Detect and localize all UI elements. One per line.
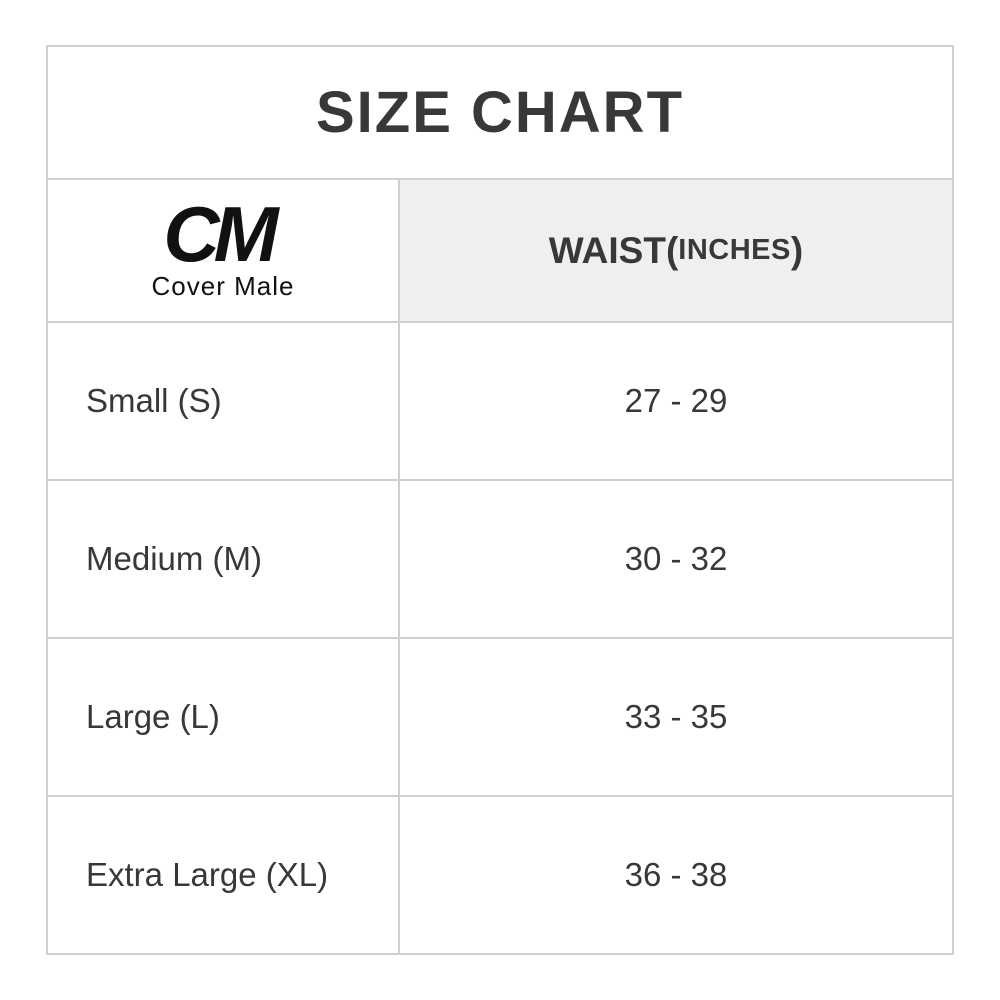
waist-value-extra-large: 36 - 38 [624,856,728,893]
waist-value-large: 33 - 35 [624,698,728,735]
page-title: SIZE CHART [316,80,684,145]
size-label-large: Large (L) [48,639,400,795]
size-label-small: Small (S) [48,323,400,479]
size-label-extra-large: Extra Large (XL) [48,797,400,953]
table-row [48,797,952,953]
waist-header-label: WAIST [548,229,666,271]
brand-name-label: Cover Male [151,271,295,302]
waist-header-unit: INCHES [678,234,791,266]
waist-column-header [400,180,952,321]
waist-value-medium: 30 - 32 [624,540,728,577]
table-row [48,323,952,481]
waist-header-paren-open: ( [665,229,679,271]
brand-logo-cell [48,180,400,321]
cover-male-logo-icon: CM [163,189,273,278]
waist-value-small: 27 - 29 [624,382,728,419]
table-row [48,639,952,797]
waist-header-paren-close: ) [790,229,804,271]
size-chart-table [46,45,954,955]
size-label-medium: Medium (M) [48,481,400,637]
title-row [48,47,952,180]
table-header-row [48,180,952,323]
table-row [48,481,952,639]
